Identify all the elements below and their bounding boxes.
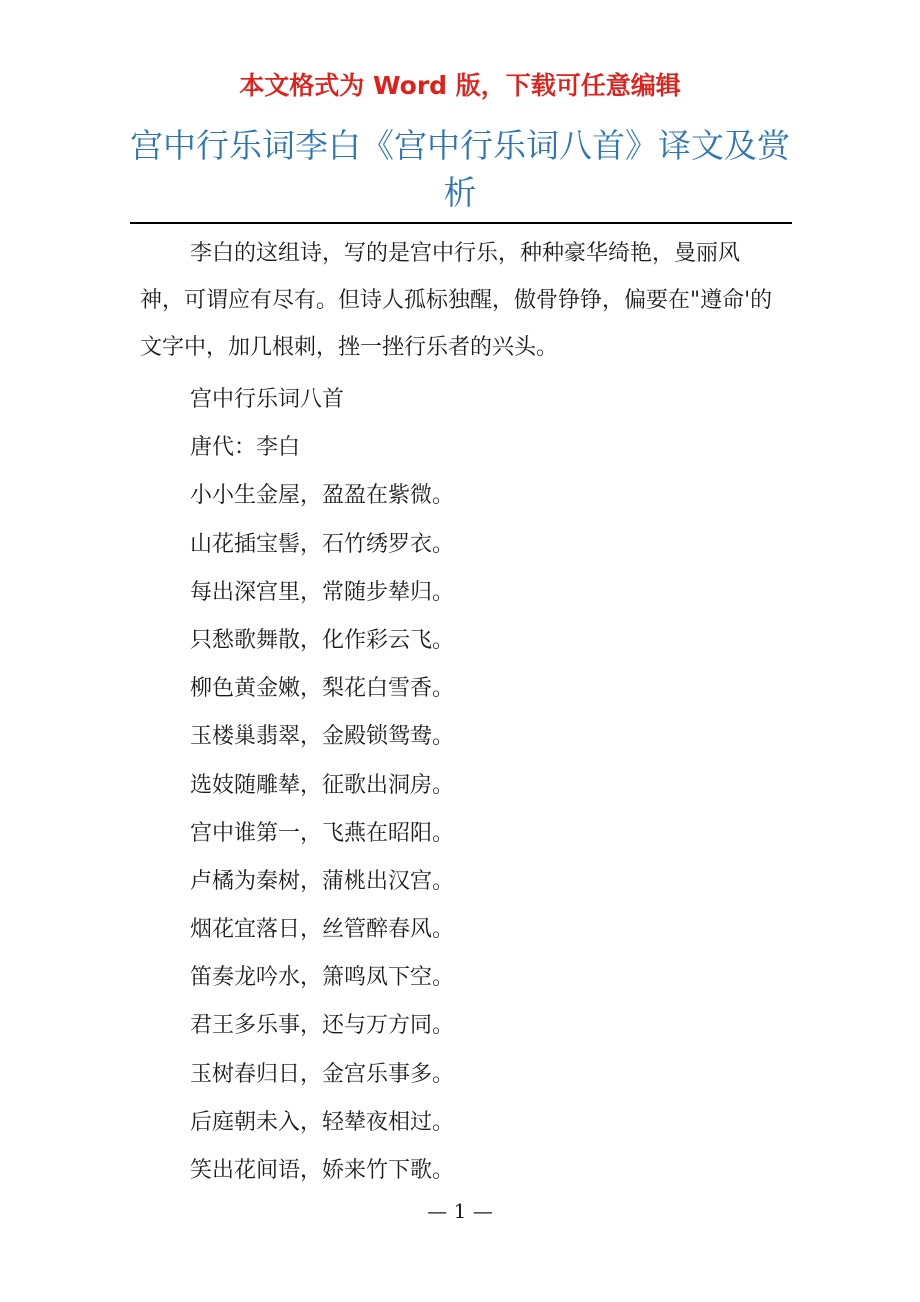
intro-paragraph: 李白的这组诗，写的是宫中行乐，种种豪华绮艳，曼丽风神，可谓应有尽有。但诗人孤标独醒，傲骨铮铮，偏要在"遵命'的文字中，加几根刺，挫一挫行乐者的兴头。 [140, 241, 773, 360]
poem-line: 宫中谁第一，飞燕在昭阳。 [190, 820, 455, 846]
poem-line: 后庭朝未入，轻辇夜相过。 [190, 1109, 455, 1135]
poem-line: 烟花宜落日，丝管醉春风。 [190, 917, 455, 943]
poem-line: 柳色黄金嫩，梨花白雪香。 [190, 676, 455, 702]
page-number: — 1 — [427, 1199, 493, 1223]
poem-line: 笛奏龙吟水，箫鸣凤下空。 [190, 965, 455, 991]
document-title: 宫中行乐词李白《宫中行乐词八首》译文及赏析 [130, 126, 790, 212]
poem-line: 卢橘为秦树，蒲桃出汉宫。 [190, 868, 455, 894]
poem-line: 宫中行乐词八首 [190, 387, 345, 412]
poem-line: 君王多乐事，还与万方同。 [190, 1013, 455, 1039]
poem-lines [190, 376, 790, 1195]
poem-line: 笑出花间语，娇来竹下歌。 [190, 1158, 455, 1183]
poem-line: 玉楼巢翡翠，金殿锁鸳鸯。 [190, 724, 455, 750]
poem-line: 山花插宝髻，石竹绣罗衣。 [190, 531, 455, 557]
poem-line: 唐代：李白 [190, 435, 301, 461]
poem-line: 玉树春归日，金宫乐事多。 [190, 1061, 455, 1087]
poem-line: 选妓随雕辇，征歌出洞房。 [190, 772, 455, 798]
poem-line: 小小生金屋，盈盈在紫微。 [190, 483, 455, 509]
poem-line: 只愁歌舞散，化作彩云飞。 [190, 627, 455, 653]
download-notice: 本文格式为 Word 版，下载可任意编辑 [239, 71, 681, 100]
title-divider [130, 222, 792, 224]
poem-line: 每出深宫里，常随步辇归。 [190, 579, 455, 605]
